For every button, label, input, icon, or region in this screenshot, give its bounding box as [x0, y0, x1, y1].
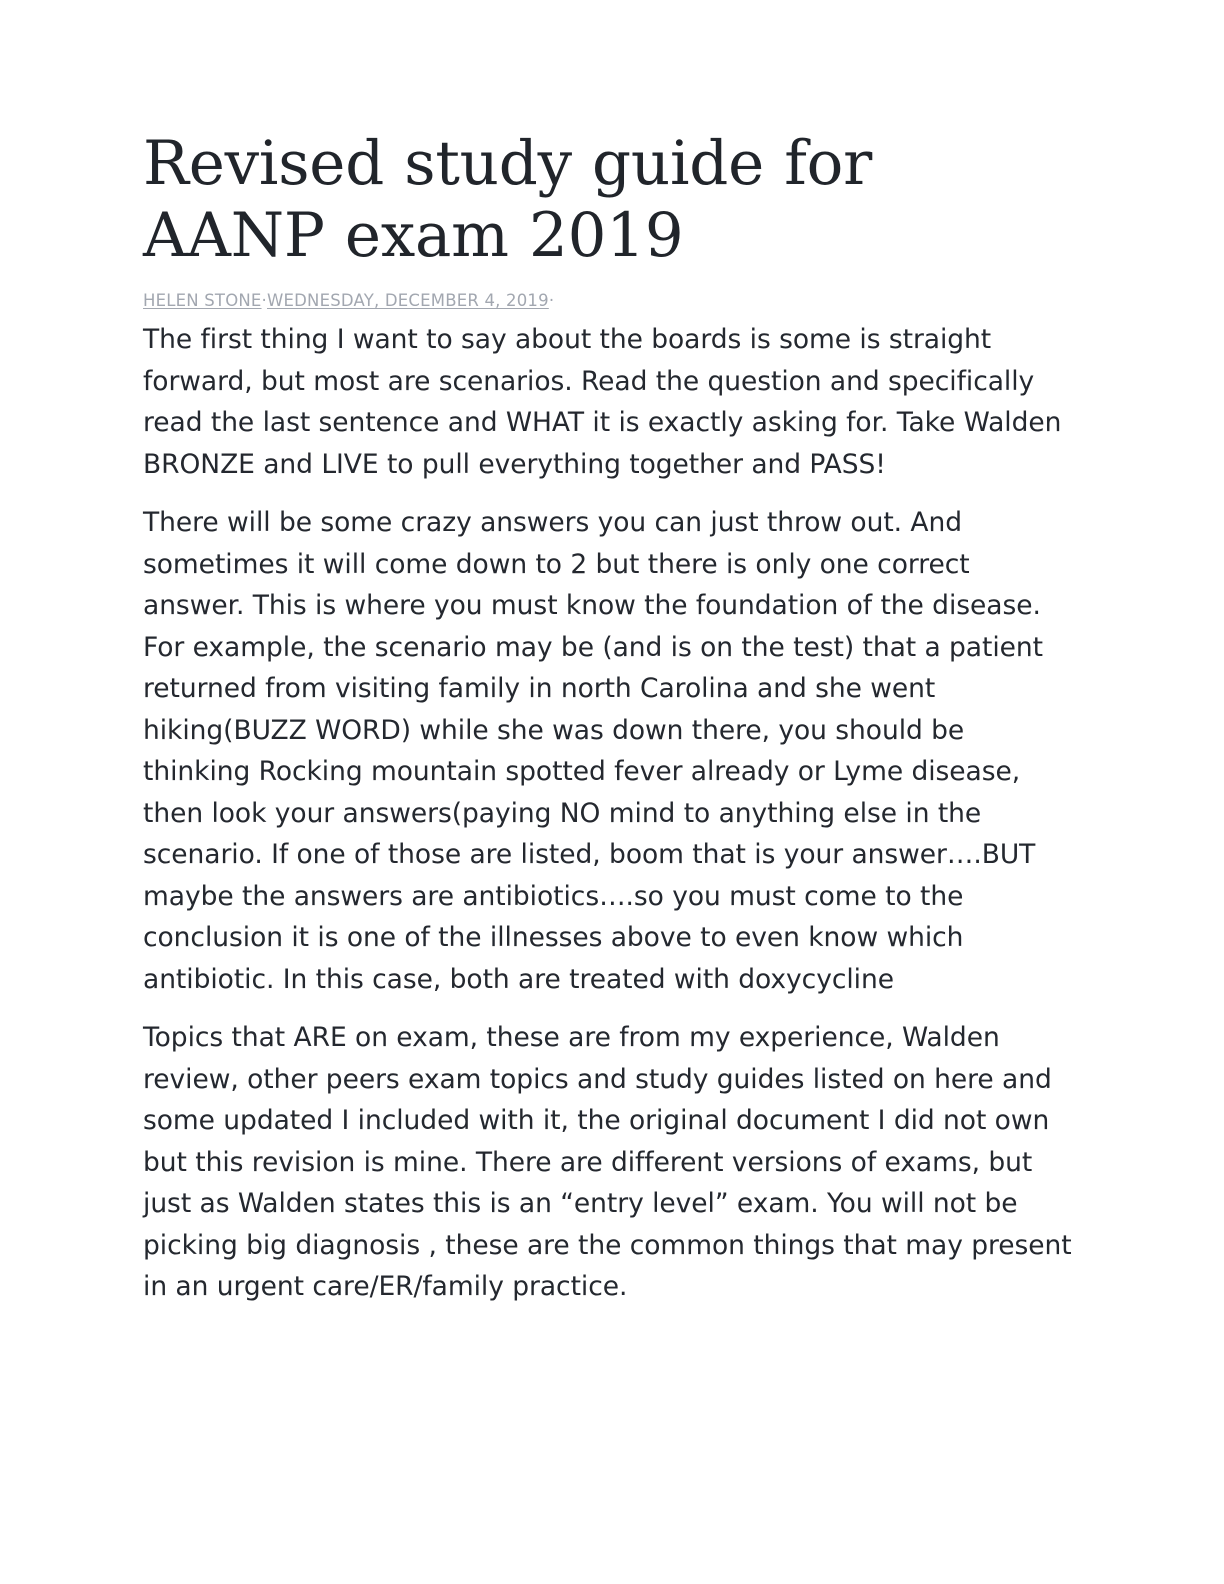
article-body — [143, 319, 1073, 1308]
byline-trailing-separator: · — [548, 291, 555, 310]
article — [143, 128, 1073, 1308]
paragraph-2: There will be some crazy answers you can just throw out. And sometimes it will come down to 2 but there is only one correct answer. This is where you must know the foundation of the disease. For example, the scenario may be (and is on the test) that a patient returned from visiting family in north Carolina and she went hiking(BUZZ WORD) while she was down there, you should be thinking Rocking mountain spotted fever already or Lyme disease, then look your answers(paying NO mind to anything else in the scenario. If one of those are listed, boom that is your answer….BUT maybe the answers are antibiotics….so you must come to the conclusion it is one of the illnesses above to even know which antibiotic. In this case, both are treated with doxycycline — [143, 507, 1043, 995]
byline-date-link[interactable]: WEDNESDAY, DECEMBER 4, 2019 — [267, 291, 549, 310]
byline-author-link[interactable]: HELEN STONE — [143, 291, 262, 310]
byline-separator: · — [261, 291, 267, 310]
paragraph-1: The first thing I want to say about the boards is some is straight forward, but most are scenarios. Read the question and specifically read the last sentence and WHAT it is exactly asking for. Take Walden BRONZE and LIVE to pull everything together and PASS! — [143, 324, 1062, 480]
paragraph-3: Topics that ARE on exam, these are from my experience, Walden review, other peers exam topics and study guides listed on here and some updated I included with it, the original document I did not own but this revision is mine. There are different versions of exams, but just as Walden states this is an “entry level” exam. You will not be picking big diagnosis , these are the common things that may present in an urgent care/ER/family practice. — [143, 1022, 1072, 1302]
byline — [143, 291, 1073, 311]
page-title: Revised study guide for AANP exam 2019 — [143, 128, 873, 271]
